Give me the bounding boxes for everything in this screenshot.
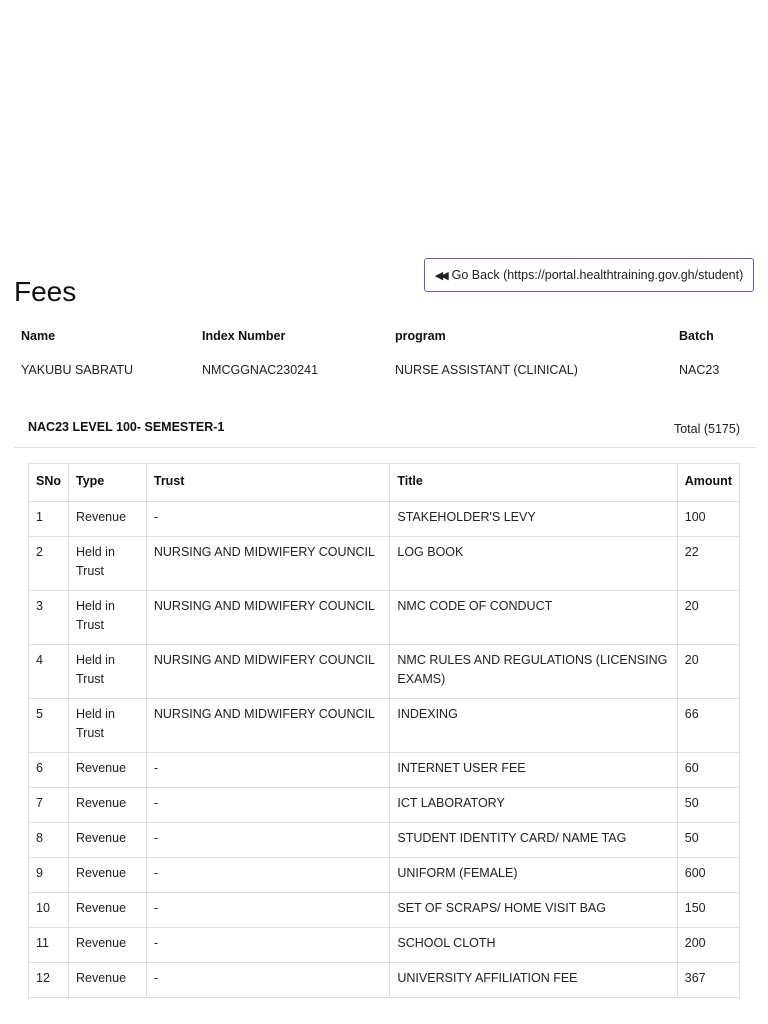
table-row bbox=[29, 753, 740, 788]
semester-title: NAC23 LEVEL 100- SEMESTER-1 bbox=[28, 420, 225, 434]
trust-column-header: Trust bbox=[146, 464, 390, 502]
title-cell: NMC CODE OF CONDUCT bbox=[390, 591, 677, 645]
amount-cell: 22 bbox=[677, 537, 739, 591]
title-cell: SET OF SCRAPS/ HOME VISIT BAG bbox=[390, 893, 677, 928]
trust-cell: NURSING AND MIDWIFERY COUNCIL bbox=[146, 591, 390, 645]
sno-cell: 10 bbox=[29, 893, 69, 928]
title-column-header: Title bbox=[390, 464, 677, 502]
type-column-header: Type bbox=[69, 464, 147, 502]
sno-cell: 8 bbox=[29, 823, 69, 858]
title-cell: SCHOOL CLOTH bbox=[390, 928, 677, 963]
student-index-number: NMCGGNAC230241 bbox=[202, 363, 319, 377]
trust-cell: - bbox=[146, 502, 390, 537]
sno-cell: 9 bbox=[29, 858, 69, 893]
table-row bbox=[29, 645, 740, 699]
table-row bbox=[29, 537, 740, 591]
sno-cell: 6 bbox=[29, 753, 69, 788]
amount-cell: 20 bbox=[677, 591, 739, 645]
trust-cell: - bbox=[146, 858, 390, 893]
type-cell: Held in Trust bbox=[69, 537, 147, 591]
type-cell: Revenue bbox=[69, 502, 147, 537]
type-cell: Held in Trust bbox=[69, 645, 147, 699]
fees-table bbox=[28, 463, 740, 998]
title-cell: INTERNET USER FEE bbox=[390, 753, 677, 788]
title-cell: NMC RULES AND REGULATIONS (LICENSING EXAMS) bbox=[390, 645, 677, 699]
table-row bbox=[29, 893, 740, 928]
amount-cell: 200 bbox=[677, 928, 739, 963]
trust-cell: NURSING AND MIDWIFERY COUNCIL bbox=[146, 645, 390, 699]
go-back-label: Go Back (https://portal.healthtraining.gov.gh/student) bbox=[451, 268, 744, 282]
title-cell: ICT LABORATORY bbox=[390, 788, 677, 823]
type-cell: Revenue bbox=[69, 753, 147, 788]
title-cell: UNIVERSITY AFFILIATION FEE bbox=[390, 963, 677, 998]
type-cell: Revenue bbox=[69, 928, 147, 963]
amount-cell: 66 bbox=[677, 699, 739, 753]
name-header: Name bbox=[21, 329, 56, 343]
trust-cell: - bbox=[146, 928, 390, 963]
student-name: YAKUBU SABRATU bbox=[21, 363, 134, 377]
amount-cell: 20 bbox=[677, 645, 739, 699]
trust-cell: NURSING AND MIDWIFERY COUNCIL bbox=[146, 699, 390, 753]
sno-cell: 11 bbox=[29, 928, 69, 963]
sno-cell: 5 bbox=[29, 699, 69, 753]
table-row bbox=[29, 502, 740, 537]
type-cell: Revenue bbox=[69, 858, 147, 893]
amount-cell: 600 bbox=[677, 858, 739, 893]
sno-cell: 3 bbox=[29, 591, 69, 645]
page-title: Fees bbox=[14, 276, 77, 307]
trust-cell: NURSING AND MIDWIFERY COUNCIL bbox=[146, 537, 390, 591]
batch-header: Batch bbox=[679, 329, 714, 343]
double-chevron-left-icon: ◀◀ bbox=[434, 269, 446, 282]
amount-cell: 150 bbox=[677, 893, 739, 928]
sno-column-header: SNo bbox=[29, 464, 69, 502]
student-program: NURSE ASSISTANT (CLINICAL) bbox=[395, 363, 578, 377]
semester-total: Total (5175) bbox=[673, 422, 740, 436]
amount-column-header: Amount bbox=[677, 464, 739, 502]
trust-cell: - bbox=[146, 963, 390, 998]
type-cell: Revenue bbox=[69, 823, 147, 858]
program-header: program bbox=[395, 329, 446, 343]
table-row bbox=[29, 928, 740, 963]
sno-cell: 7 bbox=[29, 788, 69, 823]
go-back-button[interactable] bbox=[424, 258, 754, 292]
amount-cell: 100 bbox=[677, 502, 739, 537]
table-row bbox=[29, 591, 740, 645]
amount-cell: 367 bbox=[677, 963, 739, 998]
sno-cell: 4 bbox=[29, 645, 69, 699]
amount-cell: 60 bbox=[677, 753, 739, 788]
title-cell: STAKEHOLDER'S LEVY bbox=[390, 502, 677, 537]
trust-cell: - bbox=[146, 753, 390, 788]
title-cell: LOG BOOK bbox=[390, 537, 677, 591]
sno-cell: 2 bbox=[29, 537, 69, 591]
trust-cell: - bbox=[146, 823, 390, 858]
trust-cell: - bbox=[146, 788, 390, 823]
title-cell: STUDENT IDENTITY CARD/ NAME TAG bbox=[390, 823, 677, 858]
title-cell: UNIFORM (FEMALE) bbox=[390, 858, 677, 893]
table-row bbox=[29, 699, 740, 753]
title-cell: INDEXING bbox=[390, 699, 677, 753]
table-row bbox=[29, 963, 740, 998]
table-row bbox=[29, 823, 740, 858]
type-cell: Revenue bbox=[69, 893, 147, 928]
trust-cell: - bbox=[146, 893, 390, 928]
type-cell: Held in Trust bbox=[69, 699, 147, 753]
type-cell: Revenue bbox=[69, 788, 147, 823]
sno-cell: 12 bbox=[29, 963, 69, 998]
index-number-header: Index Number bbox=[202, 329, 286, 343]
type-cell: Held in Trust bbox=[69, 591, 147, 645]
semester-header bbox=[14, 408, 756, 448]
table-row bbox=[29, 788, 740, 823]
type-cell: Revenue bbox=[69, 963, 147, 998]
amount-cell: 50 bbox=[677, 788, 739, 823]
student-batch: NAC23 bbox=[679, 363, 720, 377]
table-header-row bbox=[29, 464, 740, 502]
amount-cell: 50 bbox=[677, 823, 739, 858]
table-row bbox=[29, 858, 740, 893]
sno-cell: 1 bbox=[29, 502, 69, 537]
